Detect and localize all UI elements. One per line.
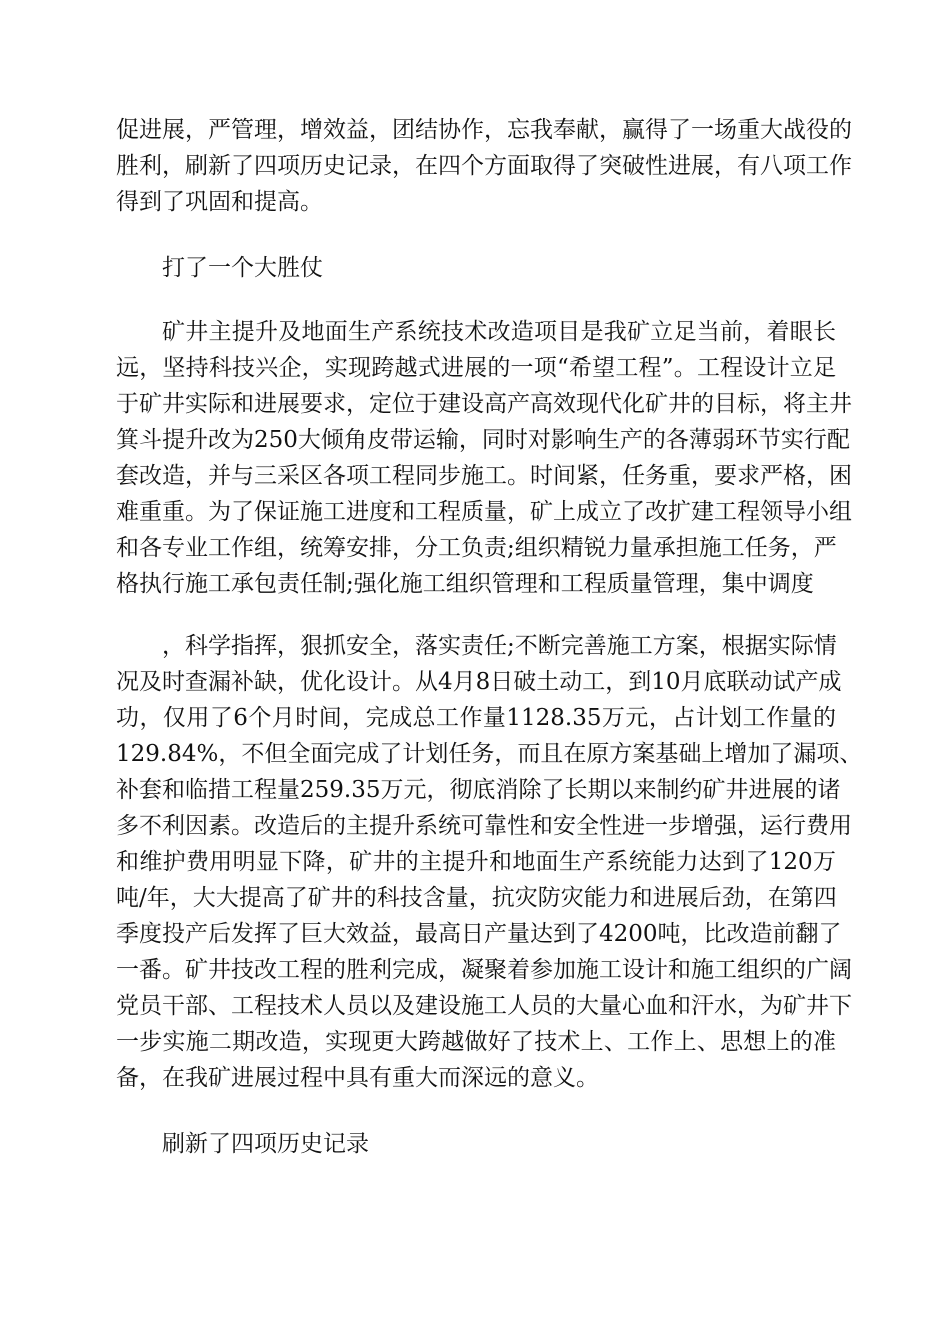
para2-line-6: 难重重。为了保证施工进度和工程质量，矿上成立了改扩建工程领导小组 xyxy=(116,499,852,525)
para3-line-6: 多不利因素。改造后的主提升系统可靠性和安全性进一步增强，运行费用 xyxy=(116,813,852,839)
para2-line-1: 矿井主提升及地面生产系统技术改造项目是我矿立足当前，着眼长 xyxy=(162,319,836,345)
para3-line-5: 补套和临措工程量259.35万元，彻底消除了长期以来制约矿井进展的诸 xyxy=(116,777,841,803)
para3-line-12: 一步实施二期改造，实现更大跨越做好了技术上、工作上、思想上的准 xyxy=(116,1029,836,1055)
para1-line-3: 得到了巩固和提高。 xyxy=(116,189,323,215)
section-heading-records: 刷新了四项历史记录 xyxy=(162,1131,369,1157)
para2-line-3: 于矿井实际和进展要求，定位于建设高产高效现代化矿井的目标，将主井 xyxy=(116,391,852,417)
para3-line-1: ，科学指挥，狠抓安全，落实责任;不断完善施工方案，根据实际情 xyxy=(162,633,837,659)
para2-line-7: 和各专业工作组，统筹安排，分工负责;组织精锐力量承担施工任务，严 xyxy=(116,535,837,561)
para3-line-3: 功，仅用了6个月时间，完成总工作量1128.35万元，占计划工作量的 xyxy=(116,705,836,731)
para3-line-7: 和维护费用明显下降，矿井的主提升和地面生产系统能力达到了120万 xyxy=(116,849,836,875)
para3-line-4: 129.84%，不但全面完成了计划任务，而且在原方案基础上增加了漏项、 xyxy=(116,741,863,767)
section-heading-victory: 打了一个大胜仗 xyxy=(162,255,323,281)
para2-line-5: 套改造，并与三采区各项工程同步施工。时间紧，任务重，要求严格，困 xyxy=(116,463,852,489)
para3-line-9: 季度投产后发挥了巨大效益，最高日产量达到了4200吨，比改造前翻了 xyxy=(116,921,842,947)
para2-line-8: 格执行施工承包责任制;强化施工组织管理和工程质量管理，集中调度 xyxy=(116,571,814,597)
para1-line-1: 促进展，严管理，增效益，团结协作，忘我奉献，赢得了一场重大战役的 xyxy=(116,117,852,143)
para2-line-4: 箕斗提升改为250大倾角皮带运输，同时对影响生产的各薄弱环节实行配 xyxy=(116,427,850,453)
para3-line-13: 备，在我矿进展过程中具有重大而深远的意义。 xyxy=(116,1065,599,1091)
para3-line-2: 况及时查漏补缺，优化设计。从4月8日破土动工，到10月底联动试产成 xyxy=(116,669,842,695)
para3-line-8: 吨/年，大大提高了矿井的科技含量，抗灾防灾能力和进展后劲，在第四 xyxy=(116,885,837,911)
para3-line-10: 一番。矿井技改工程的胜利完成，凝聚着参加施工设计和施工组织的广阔 xyxy=(116,957,852,983)
para1-line-2: 胜利，刷新了四项历史记录，在四个方面取得了突破性进展，有八项工作 xyxy=(116,153,852,179)
para2-line-2: 远，坚持科技兴企，实现跨越式进展的一项“希望工程”。工程设计立足 xyxy=(116,355,836,381)
para3-line-11: 党员干部、工程技术人员以及建设施工人员的大量心血和汗水，为矿井下 xyxy=(116,993,852,1019)
